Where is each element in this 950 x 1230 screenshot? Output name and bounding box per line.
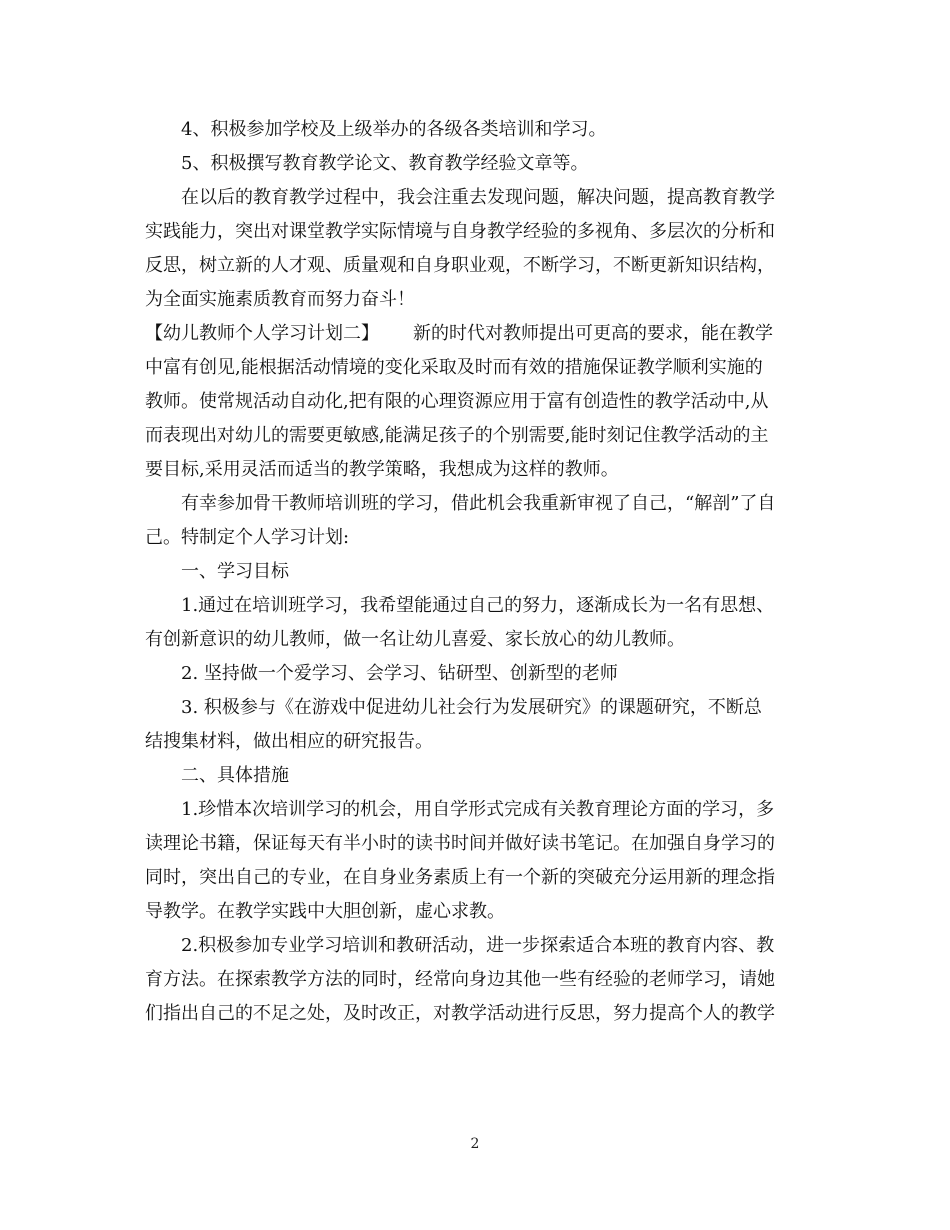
text-line: 反思，树立新的人才观、质量观和自身职业观，不断学习，不断更新知识结构， [145, 255, 775, 276]
text-line: 要目标,采用灵活而适当的教学策略，我想成为这样的教师。 [145, 459, 619, 480]
text-line: 育方法。在探索教学方法的同时，经常向身边其他一些有经验的老师学习，请她 [145, 969, 775, 990]
text-line: 新的时代对教师提出可更高的要求，能在教学 [413, 323, 773, 344]
text-line: 们指出自己的不足之处，及时改正，对教学活动进行反思，努力提高个人的教学 [145, 1003, 775, 1024]
text-line: 在以后的教育教学过程中，我会注重去发现问题，解决问题，提高教育教学 [181, 187, 775, 208]
text-line: 己。特制定个人学习计划: [145, 527, 350, 548]
text-line: 5、积极撰写教育教学论文、教育教学经验文章等。 [181, 153, 589, 174]
text-line: 实践能力，突出对课堂教学实际情境与自身教学经验的多视角、多层次的分析和 [145, 221, 775, 242]
text-line: 教师。使常规活动自动化,把有限的心理资源应用于富有创造性的教学活动中,从 [145, 391, 769, 412]
text-line: 为全面实施素质教育而努力奋斗！ [145, 289, 415, 310]
subheading: 一、学习目标 [181, 561, 289, 582]
section-heading: 【幼儿教师个人学习计划二】 [145, 323, 379, 344]
text-line: 而表现出对幼儿的需要更敏感,能满足孩子的个别需要,能时刻记住教学活动的主 [145, 425, 769, 446]
text-line: 中富有创见,能根据活动情境的变化采取及时而有效的措施保证教学顺利实施的 [145, 357, 763, 378]
text-line: 1.通过在培训班学习，我希望能通过自己的努力，逐渐成长为一名有思想、 [181, 595, 775, 616]
text-line: 有创新意识的幼儿教师，做一名让幼儿喜爱、家长放心的幼儿教师。 [145, 629, 685, 650]
page-number: 2 [470, 1136, 480, 1152]
text-line: 同时，突出自己的专业，在自身业务素质上有一个新的突破充分运用新的理念指 [145, 867, 775, 888]
text-line: 读理论书籍，保证每天有半小时的读书时间并做好读书笔记。在加强自身学习的 [145, 833, 775, 854]
section-heading-line [145, 317, 805, 351]
text-line: 有幸参加骨干教师培训班的学习，借此机会我重新审视了自己，“解剖”了自 [181, 493, 776, 514]
text-line: 2.积极参加专业学习培训和教研活动，进一步探索适合本班的教育内容、教 [181, 935, 775, 956]
text-line: 导教学。在教学实践中大胆创新，虚心求教。 [145, 901, 505, 922]
text-line: 4、积极参加学校及上级举办的各级各类培训和学习。 [181, 119, 607, 140]
text-line: 结搜集材料，做出相应的研究报告。 [145, 731, 433, 752]
document-body [145, 113, 805, 1031]
text-line: 1.珍惜本次培训学习的机会，用自学形式完成有关教育理论方面的学习，多 [181, 799, 775, 820]
text-line: 2. 坚持做一个爱学习、会学习、钻研型、创新型的老师 [181, 663, 618, 684]
text-line: 3. 积极参与《在游戏中促进幼儿社会行为发展研究》的课题研究，不断总 [181, 697, 762, 718]
subheading: 二、具体措施 [181, 765, 289, 786]
